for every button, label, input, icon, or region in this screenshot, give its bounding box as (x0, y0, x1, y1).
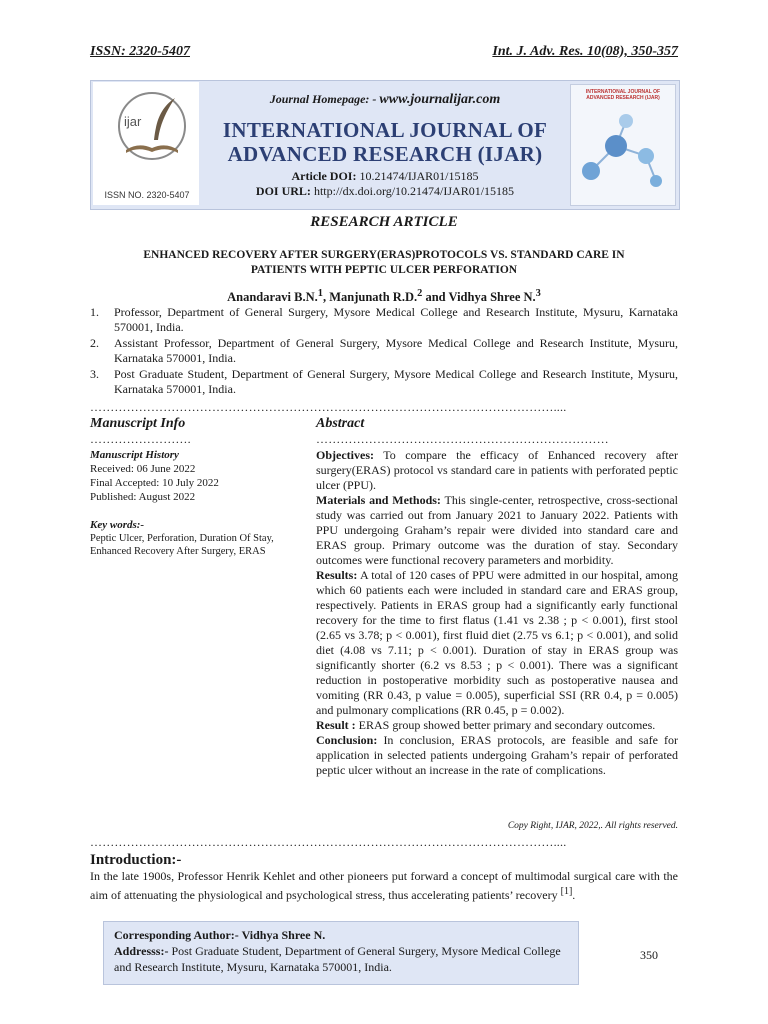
citation-ref[interactable]: [1] (560, 886, 573, 897)
keywords-heading: Key words:- (90, 519, 145, 531)
author-1: Anandaravi B.N. (227, 290, 318, 305)
result-text: ERAS group showed better primary and secondary outcomes. (355, 718, 656, 732)
affiliation-list (90, 305, 678, 398)
objectives-text: To compare the efficacy of Enhanced recovery after surgery(ERAS) protocol vs standard care in patients with perforated peptic ulcer (PPU). (316, 448, 678, 492)
author-1-sup: 1 (317, 288, 323, 299)
history-heading: Manuscript History (90, 449, 179, 461)
book-icon (124, 140, 180, 154)
journal-title (200, 118, 570, 166)
manuscript-info-heading: Manuscript Info (90, 416, 186, 431)
abstract-methods (316, 493, 678, 568)
manuscript-dots: ……………………. (90, 432, 191, 446)
objectives-label: Objectives: (316, 448, 374, 462)
cover-title: INTERNATIONAL JOURNAL OF ADVANCED RESEARCH (IJAR) (585, 89, 661, 101)
divider-top: …………………………………………………………………………………………………….... (90, 400, 567, 414)
conclusion-label: Conclusion: (316, 733, 378, 747)
corresponding-author-box (103, 921, 579, 985)
abstract-body (316, 448, 678, 778)
affiliation-num: 2. (90, 336, 99, 350)
address-label: Addresss:- (114, 944, 169, 958)
journal-title-line1: INTERNATIONAL JOURNAL OF (222, 118, 548, 142)
abstract-objectives (316, 448, 678, 493)
methods-label: Materials and Methods: (316, 493, 441, 507)
doi-url-link[interactable]: http://dx.doi.org/10.21474/IJAR01/15185 (313, 184, 515, 198)
intro-end: . (572, 888, 576, 902)
article-type: RESEARCH ARTICLE (310, 214, 458, 230)
affiliation-item (90, 336, 678, 366)
address-text: Post Graduate Student, Department of General Surgery, Mysore Medical College and Research Institute, Mysuru, Karnataka 570001, India. (114, 944, 561, 974)
author-3: Vidhya Shree N. (448, 290, 536, 305)
affiliation-num: 3. (90, 367, 99, 381)
logo-issn: ISSN NO. 2320-5407 (104, 190, 190, 200)
divider-bottom: …………………………………………………………………………………………………….... (90, 835, 567, 849)
doi-block (200, 169, 570, 199)
results-text: A total of 120 cases of PPU were admitted in our hospital, among which 60 patients each were included in standard care and ERAS group, respectively. Patients in ERAS group had a significantly early functional recovery for the time to first flatus (1.41 vs 2.38 ; p < 0.001), first stool (2.65 vs 3.78; p < 0.001), first fluid diet (2.75 vs 6.1; p < 0.001), and solid diet (4.08 vs 7.11; p < 0.001). Duration of stay in ERAS group was significantly shorter (6.2 vs 8.53 ; p < 0.001). There was a significant reduction in postoperative morbidity such as postoperative nausea and vomiting (RR 0.43, p value = 0.005), superficial SSI (RR 0.4, p = 0.005) and pulmonary complications (RR 0.45, p = 0.002). (316, 568, 678, 717)
doi-url-label: DOI URL: (255, 184, 311, 198)
abstract-conclusion (316, 733, 678, 778)
copyright-notice: Copy Right, IJAR, 2022,. All rights reserved. (507, 821, 678, 831)
citation-text: Int. J. Adv. Res. 10(08), 350-357 (492, 44, 678, 59)
author-separator: , (322, 290, 330, 305)
corresponding-author-label: Corresponding Author:- Vidhya Shree N. (114, 928, 326, 942)
accepted-date: Final Accepted: 10 July 2022 (90, 477, 219, 489)
manuscript-info (90, 448, 290, 558)
author-3-sup: 3 (535, 288, 541, 299)
abstract-heading: Abstract (316, 416, 365, 431)
running-header (90, 44, 678, 60)
doi-label: Article DOI: (291, 169, 357, 183)
affiliation-item (90, 305, 678, 335)
journal-homepage (200, 92, 570, 108)
result-label: Result : (316, 718, 356, 732)
methods-text: This single-center, retrospective, cross-sectional study was carried out from January 2021 to January 2022. Patients with PPU undergoing Graham’s repair were divided into standard care and ERAS group. Primary outcome was the duration of stay. Secondary outcomes were functional recovery parameters and morbidity. (316, 493, 678, 567)
results-label: Results: (316, 568, 358, 582)
article-title (110, 248, 658, 278)
affiliation-item (90, 367, 678, 397)
article-title-line2: PATIENTS WITH PEPTIC ULCER PERFORATION (250, 264, 518, 276)
abstract-dots: ……………………………………………………………… (316, 432, 609, 446)
affiliation-num: 1. (90, 305, 99, 319)
author-list (90, 288, 678, 305)
affiliation-text: Assistant Professor, Department of General Surgery, Mysore Medical College and Research Institute, Mysuru, Karnataka 570001, India. (114, 336, 678, 365)
abstract-result (316, 718, 678, 733)
affiliation-text: Post Graduate Student, Department of General Surgery, Mysore Medical College and Research Institute, Mysuru, Karnataka 570001, India. (114, 367, 678, 396)
page-number: 350 (640, 948, 658, 962)
logo-wordmark: ijar (124, 114, 142, 129)
introduction-text (90, 869, 678, 903)
abstract-results (316, 568, 678, 718)
homepage-label: Journal Homepage: - (269, 92, 377, 106)
published-date: Published: August 2022 (90, 491, 196, 503)
quill-icon (150, 96, 180, 142)
author-2-sup: 2 (417, 288, 423, 299)
keywords-text: Peptic Ulcer, Perforation, Duration Of Stay, Enhanced Recovery After Surgery, ERAS (90, 533, 274, 557)
article-title-line1: ENHANCED RECOVERY AFTER SURGERY(ERAS)PROTOCOLS VS. STANDARD CARE IN (143, 249, 625, 261)
issn-text: ISSN: 2320-5407 (90, 44, 190, 59)
affiliation-text: Professor, Department of General Surgery, Mysore Medical College and Research Institute, Mysuru, Karnataka 570001, India. (114, 305, 678, 334)
intro-body: In the late 1900s, Professor Henrik Kehlet and other pioneers put forward a concept of multimodal surgical care with the aim of attenuating the physiological and psychological stress, thus accelerating patients’ recovery (90, 869, 678, 902)
homepage-link[interactable]: www.journalijar.com (379, 92, 501, 107)
doi-value: 10.21474/IJAR01/15185 (359, 169, 479, 183)
introduction-heading: Introduction:- (90, 852, 182, 868)
author-2: Manjunath R.D. (329, 290, 418, 305)
molecule-icon (571, 101, 675, 197)
journal-cover-image (570, 84, 676, 206)
conclusion-text: In conclusion, ERAS protocols, are feasible and safe for application in selected patients undergoing Graham’s repair of perforated peptic ulcer without an increase in the rate of complications. (316, 733, 678, 777)
author-and: and (422, 290, 449, 305)
journal-title-line2: ADVANCED RESEARCH (IJAR) (227, 142, 543, 166)
received-date: Received: 06 June 2022 (90, 463, 196, 475)
